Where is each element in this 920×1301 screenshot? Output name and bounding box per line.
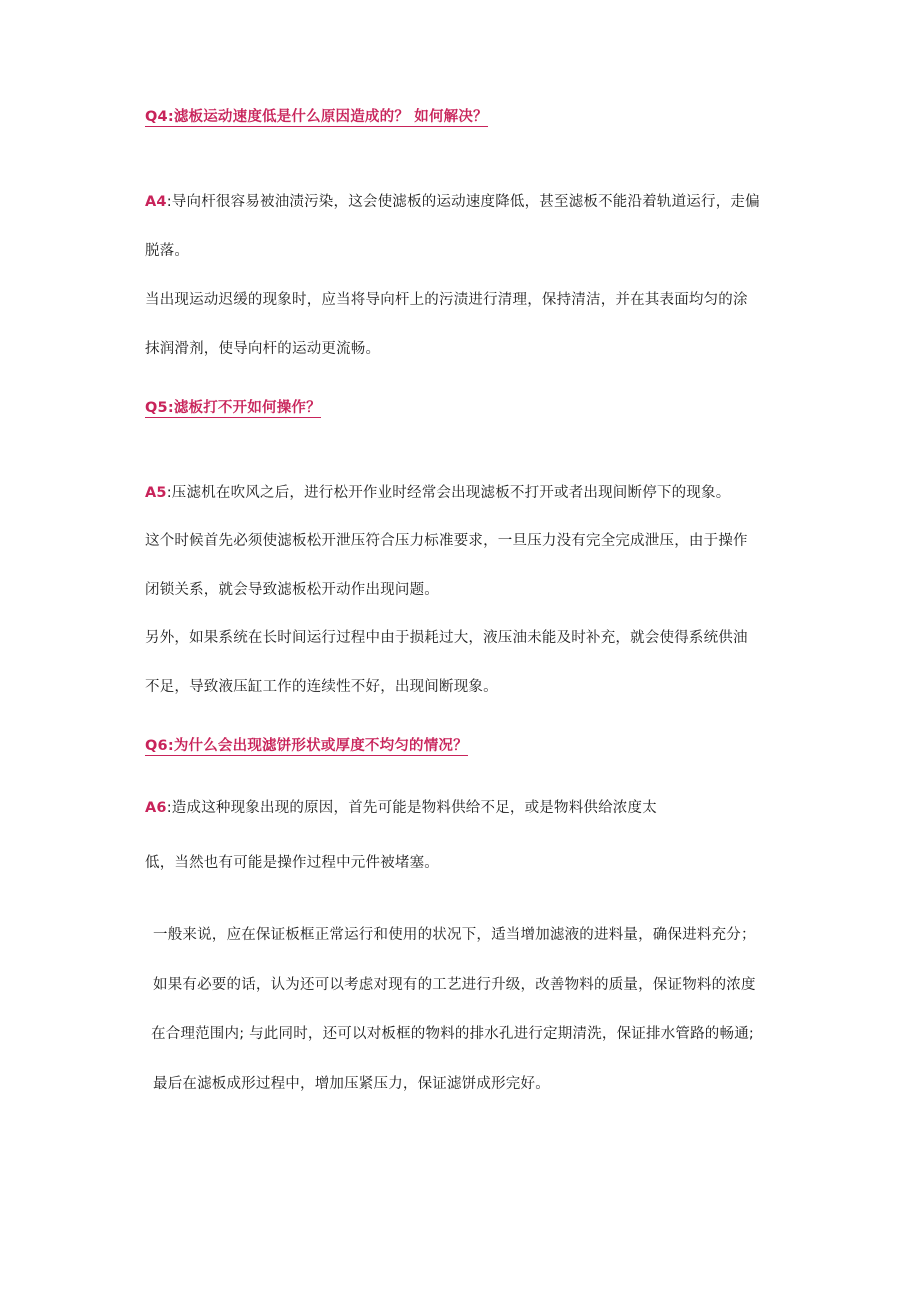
q5-question-line [145, 398, 321, 418]
q6-answer-line-4: 如果有必要的话，认为还可以考虑对现有的工艺进行升级，改善物料的质量，保证物料的浓度 [153, 977, 756, 993]
q6-answer-line-6: 最后在滤板成形过程中，增加压紧压力，保证滤饼成形完好。 [153, 1076, 550, 1092]
q5-answer-text-1: :压滤机在吹风之后，进行松开作业时经常会出现滤板不打开或者出现间断停下的现象。 [166, 485, 731, 501]
q6-answer-text-1: :造成这种现象出现的原因，首先可能是物料供给不足，或是物料供给浓度太 [166, 800, 657, 816]
q5-question: Q5:滤板打不开如何操作？ [145, 400, 321, 416]
q4-answer-text-1: :导向杆很容易被油渍污染，这会使滤板的运动速度降低，甚至滤板不能沿着轨道运行，走偏 [166, 194, 760, 210]
q4-question: Q4:滤板运动速度低是什么原因造成的？ 如何解决？ [145, 109, 488, 125]
q6-answer-line-1 [145, 798, 657, 818]
q6-answer-line-3: 一般来说，应在保证板框正常运行和使用的状况下，适当增加滤液的进料量，确保进料充分； [153, 927, 756, 943]
q5-answer-line-1 [145, 483, 730, 503]
q5-answer-label: A5 [145, 485, 167, 501]
q6-answer-label: A6 [145, 800, 167, 816]
q6-question-line [145, 736, 468, 756]
q5-answer-line-2: 这个时候首先必须使滤板松开泄压符合压力标准要求，一旦压力没有完全完成泄压，由于操作 [145, 533, 748, 549]
q6-question: Q6:为什么会出现滤饼形状或厚度不均匀的情况？ [145, 738, 468, 754]
q5-answer-line-4: 另外，如果系统在长时间运行过程中由于损耗过大，液压油未能及时补充，就会使得系统供油 [145, 630, 748, 646]
q4-answer-line-2: 脱落。 [145, 243, 190, 259]
q6-answer-line-2: 低，当然也有可能是操作过程中元件被堵塞。 [145, 855, 439, 871]
q4-answer-label: A4 [145, 194, 167, 210]
q4-answer-line-1 [145, 192, 760, 212]
q4-question-line [145, 107, 488, 127]
q5-answer-line-3: 闭锁关系，就会导致滤板松开动作出现问题。 [145, 582, 439, 598]
q5-answer-line-5: 不足，导致液压缸工作的连续性不好，出现间断现象。 [145, 679, 498, 695]
q4-answer-line-3: 当出现运动迟缓的现象时，应当将导向杆上的污渍进行清理，保持清洁，并在其表面均匀的涂 [145, 292, 748, 308]
q6-answer-line-5: 在合理范围内; 与此同时，还可以对板框的物料的排水孔进行定期清洗，保证排水管路的畅通; [151, 1026, 754, 1042]
q4-answer-line-4: 抹润滑剂，使导向杆的运动更流畅。 [145, 341, 381, 357]
